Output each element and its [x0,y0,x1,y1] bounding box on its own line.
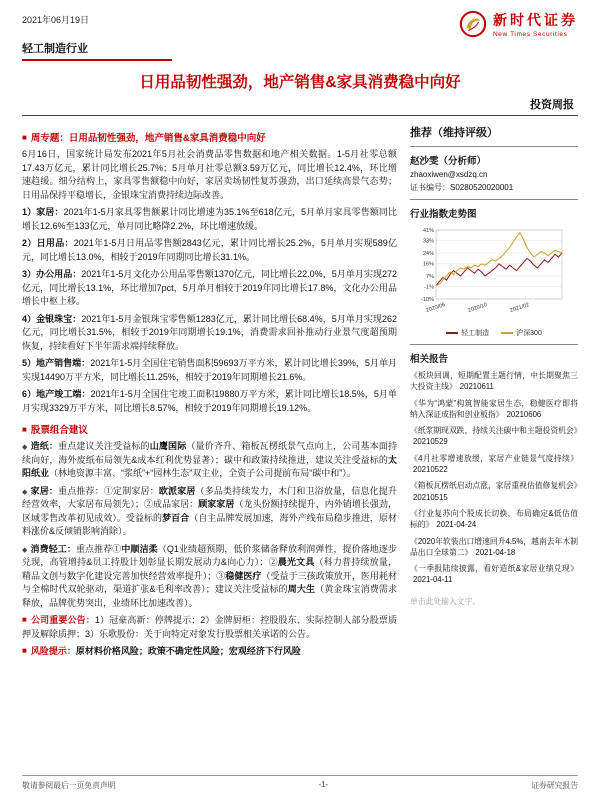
stat-item [22,206,397,233]
stat-item [22,237,397,264]
industry-label: 轻工制造行业 [22,40,172,61]
content-columns [22,123,582,663]
diamond-bullet-icon: ◆ [22,488,28,496]
main-content [22,123,397,663]
related-report-date: 2021-04-11 [413,575,453,585]
footer-doc-type: 证券研究报告 [531,781,578,790]
portfolio-item [22,485,397,539]
section-bullet-icon: ■ [22,646,27,655]
chart-legend [410,328,578,338]
stat-items [22,206,397,415]
risk-paragraph [22,645,397,659]
stat-item-text: 2021年1-5月全国住宅竣工面积19880万平方米，累计同比增长18.5%，5月单月实现3329万平方米，同比增长8.57%，相较于2019年同期增长19.12%。 [22,389,397,413]
brand-name: 新时代证券 [493,14,578,29]
announcements-text: 1）冠豪高新：停牌提示；2）金牌厨柜：控股股东、实际控制人部分股票质押及解除质押；3）乐歌股份：关于向特定对象发行股票相关承诺的公告。 [22,615,397,639]
brand-name-en: New Times Securities [493,31,568,38]
week-topic-label: 周专题： [30,133,69,144]
related-report-date: 2021-04-18 [475,547,516,557]
portfolio-item-label: 消费轻工： [30,543,76,554]
portfolio-item-text: 重点建议关注受益标的山鹰国际（量价齐升、箱板瓦楞纸景气点向上，公司基本面持续向好，海外废纸布局领先&成本红利优势显著）；碳中和政策持续推进，建议关注受益标的太阳纸业（林地资源丰富、“浆纸”+“园林生态”双主业，全资子公司提前布局“碳中和”）。 [22,441,397,478]
related-report-date: 20210611 [459,382,494,392]
report-type-label: 投资周报 [530,99,574,111]
stat-item-label: 6）地产竣工端： [22,389,91,399]
section-bullet-icon: ■ [22,425,27,434]
sidebar-divider [410,199,578,200]
related-report-title: 《箱板瓦楞纸启动点涨，家居重视估值修复机会》 [410,481,582,491]
portfolio-list [22,440,397,610]
svg-text:2021/02: 2021/02 [509,302,531,314]
week-topic-text: 日用品韧性强劲，地产销售&家具消费稳中向好 [68,133,266,144]
stat-item-label: 5）地产销售端： [22,358,91,368]
related-report-item [410,398,578,421]
svg-text:2020/06: 2020/06 [425,302,447,314]
stat-item-label: 1）家居： [22,207,64,217]
risk-text: 原材料价格风险；政策不确定性风险；宏观经济下行风险 [75,646,301,656]
related-report-title: 《4月社零增速放缓，家居产业链景气度持续》 [410,453,578,463]
industry-index-chart [410,225,568,321]
stat-item-text: 2021年1-5月全国住宅销售面积59693万平方米，累计同比增长39%，5月单月实现14490万平方米，同比增长11.25%，相较于2019年同期增长21.6%。 [22,358,397,382]
related-report-title: 《纸浆期现双跌，持续关注碳中和主题投资机会》 [410,426,582,436]
related-report-item [410,536,578,559]
portfolio-item-label: 家居： [30,485,59,496]
analyst-cert: 证书编号：S0280520020001 [410,183,514,192]
sidebar-divider [410,344,578,345]
related-report-item [410,425,582,448]
footer-disclaimer: 敬请参阅最后一页免责声明 [22,781,116,790]
svg-text:2020/10: 2020/10 [467,302,489,314]
related-reports-heading: 相关报告 [410,354,449,365]
brand-logo-icon [459,10,487,38]
related-report-item [410,508,578,531]
brand-logo [459,10,578,38]
portfolio-heading-text: 股票组合建议 [30,425,88,436]
analyst-email: zhaoxiwen@xsdzq.cn [410,170,488,179]
related-report-title: 《行业复苏向个股成长切换，布局确定&低估值标的》 [410,508,578,530]
stat-item-label: 2）日用品： [22,238,74,248]
portfolio-item-label: 造纸： [30,441,59,451]
chart-title: 行业指数走势图 [410,209,477,220]
brand-text [493,10,578,38]
related-report-date: 20210522 [413,465,448,475]
rating-label: 推荐（维持评级） [410,127,498,139]
related-report-title: 《板块回调，短期配置主题行情，中长期聚焦三大投资主线》 [410,371,578,392]
svg-text:-10%: -10% [421,296,434,303]
svg-text:33%: 33% [422,238,434,245]
sidebar-divider [410,146,578,147]
legend-item: 轻工制造 [446,328,489,338]
section-bullet-icon: ■ [22,133,27,142]
announcements-label: 公司重要公告： [30,615,95,625]
related-report-date: 2021-04-24 [436,520,477,530]
legend-item: 沪深300 [501,328,542,338]
page-header [22,10,578,38]
portfolio-item [22,543,397,611]
portfolio-item-text: 重点推荐：①定制家居：欧派家居（多品类持续发力，木门和卫浴放量，信息化提升经营效率，大家居布局领先）；②成品家居：顾家家居（龙头份额持续提升，内外销增长强劲，区域零售改革初见成效）。受益标的梦百合（自主品牌发展加速，海外产线布局稳步推进，原材料涨价&反倾销影响消除）。 [22,485,397,536]
related-report-item [410,480,582,503]
portfolio-item [22,440,397,481]
related-report-item [410,370,578,393]
report-date: 2021年06月19日 [22,15,90,25]
svg-text:16%: 16% [422,261,434,268]
related-report-date: 20210515 [413,492,448,502]
diamond-bullet-icon: ◆ [22,444,28,451]
related-report-date: 20210529 [413,437,448,447]
svg-text:41%: 41% [422,227,434,234]
stat-item-text: 2021年1-5月文化办公用品零售额1370亿元，同比增长22.0%，5月单月实现272亿元，同比增长13.1%，环比增加7pct，5月单月相较于2019年同比增长17.8%，文化办公用品增长中枢上移。 [22,269,397,306]
svg-text:7%: 7% [426,273,434,280]
stat-item [22,268,397,309]
portfolio-heading [22,422,397,436]
stat-item [22,313,397,354]
related-report-item [410,563,578,586]
stat-item [22,388,397,415]
related-report-item [410,453,578,476]
svg-text:-1%: -1% [424,284,434,291]
week-topic-heading [22,130,397,144]
related-reports-list [410,370,582,586]
section-bullet-icon: ■ [22,615,27,624]
stat-item-label: 4）金银珠宝： [22,313,82,324]
header-divider [22,115,578,116]
portfolio-item-text: 重点推荐①中顺洁柔（Q1业绩超预期，低价浆储备释放利润弹性，提价落地逐步兑现，高管增持&员工持股计划彰显长期发展动力&向心力）；②晨光文具（科力普持续放量，精品文创与数字化建设完善加快经营效率提升）；③稳健医疗（受益于三孩政策放开，医用耗材与全棉时代双轮驱动，渠道扩张&毛利率改善）；建议关注受益标的周大生（黄金珠宝消费需求释放，品牌优势突出，业绩环比加速改善）。 [22,543,397,608]
stat-item-text: 2021年1-5月日用品零售额2843亿元，累计同比增长25.2%，5月单月实现589亿元，同比增长13.0%，相较于2019年同期同比增长31.1%。 [22,238,397,262]
placeholder-text: 单击此处输入文字。 [410,596,481,606]
related-report-title: 《一季报陆续披露，看好造纸&家居业绩兑现》 [410,564,578,574]
page-number: -1- [318,780,329,789]
intro-paragraph: 6月16日，国家统计局发布2021年5月社会消费品零售数据和地产相关数据。1-5月社零总额17.43万亿元，累计同比增长25.7%；5月单月社零总额3.59万亿元，同比增长12.4%，环比增速趋缓。细分结构上，家具零售额稳中向好，家居卖场韧性复苏强劲，出口延续高景气态势；日用品保持平稳增长，金银珠宝消费持续边际改善。 [22,149,397,200]
related-report-title: 《华为“鸿蒙”构筑智能家居生态，稳健医疗即将纳入深证成指和创业板指》 [410,398,578,419]
related-report-date: 20210606 [506,409,542,419]
analyst-name: 赵沙雯（分析师） [410,156,487,167]
stat-item-label: 3）办公用品： [22,269,82,279]
page-footer [22,775,578,791]
stat-item [22,357,397,384]
announcements-paragraph [22,614,397,641]
stat-item-text: 2021年1-5月金银珠宝零售额1283亿元，累计同比增长68.4%，5月单月实现262亿元，同比增长31.5%，相较于2019年同期增长19.1%，消费需求回补推动行业景气度超预期恢复，持续看好下半年需求端持续释放。 [22,313,397,351]
page-title: 日用品韧性强劲，地产销售&家具消费稳中向好 [139,74,461,91]
svg-text:24%: 24% [422,250,434,257]
stat-item-text: 2021年1-5月家具零售额累计同比增速为35.1%至618亿元，5月单月家具零售额同比增长12.6%至133亿元，单月同比略降2.2%，环比增速放缓。 [22,207,397,231]
diamond-bullet-icon: ◆ [22,546,28,554]
sidebar [410,123,582,663]
risk-label: 风险提示： [30,646,76,656]
related-report-title: 《2020年软装出口增速回升4.5%，越南去年木制品出口全球第二》 [410,536,578,557]
